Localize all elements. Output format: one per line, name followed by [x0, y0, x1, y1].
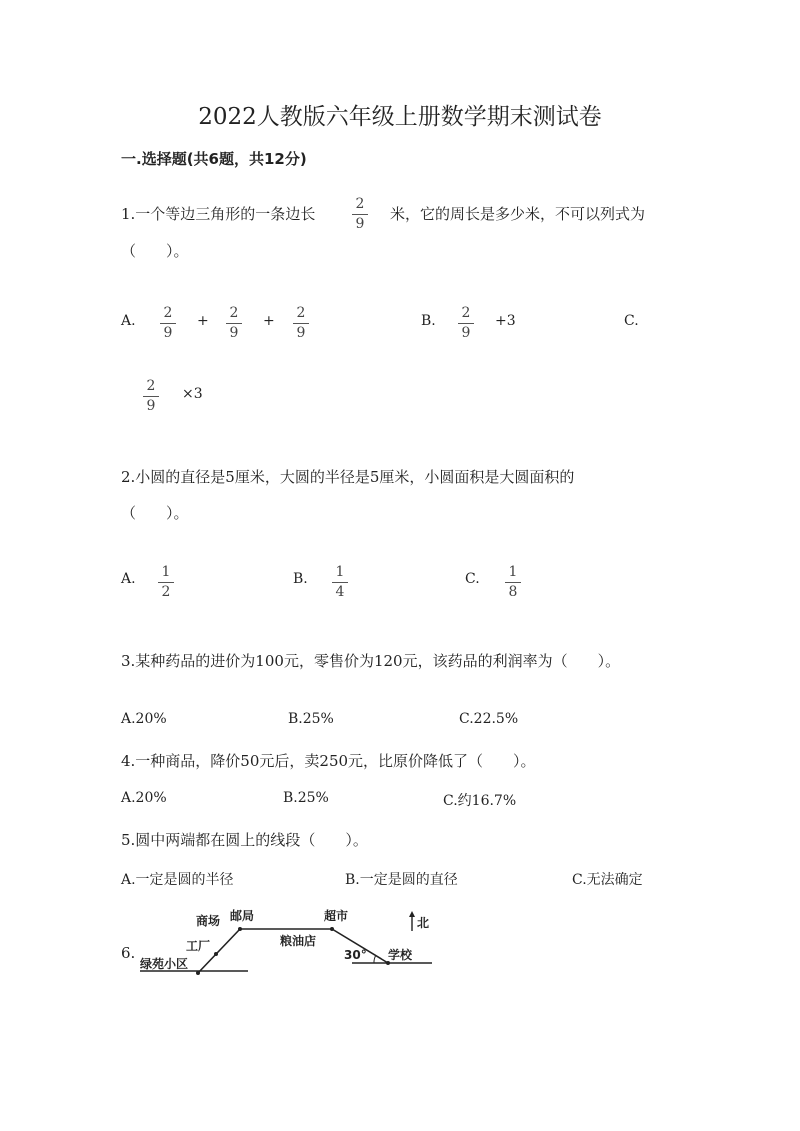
fraction-denominator: 2 [161, 584, 171, 600]
q2-option-a-fraction [156, 564, 176, 601]
q5-option-a[interactable]: A.一定是圆的半径 [121, 872, 234, 888]
fraction-numerator: 2 [146, 378, 156, 394]
fraction-numerator: 2 [355, 196, 365, 212]
q3-stem: 3.某种药品的进价为100元，零售价为120元，该药品的利润率为（ ）。 [121, 652, 621, 670]
fraction-denominator: 9 [229, 325, 239, 341]
label-supermarket: 超市 [324, 909, 349, 923]
page-title: 2022人教版六年级上册数学期末测试卷 [198, 104, 602, 130]
route-map-diagram [130, 905, 440, 985]
q4-option-a[interactable]: A.20% [121, 790, 167, 806]
q1-option-c-fraction [141, 378, 161, 415]
q1-stem-part1: 1.一个等边三角形的一条边长 [121, 205, 316, 223]
section-heading: 一.选择题(共6题，共12分) [121, 150, 307, 168]
q1-stem-part2: 米，它的周长是多少米，不可以列式为 [390, 205, 646, 223]
q5-stem: 5.圆中两端都在圆上的线段（ ）。 [121, 831, 368, 849]
q1-option-b-label[interactable]: B. [421, 313, 436, 329]
q2-option-a-label[interactable]: A. [121, 571, 136, 587]
q4-stem: 4.一种商品，降价50元后，卖250元，比原价降低了（ ）。 [121, 752, 536, 770]
fraction-numerator: 2 [163, 305, 173, 321]
q1-option-a-label[interactable]: A. [121, 313, 136, 329]
fraction-numerator: 1 [335, 564, 345, 580]
plus-sign: + [197, 313, 209, 329]
q2-blank: （ ）。 [121, 504, 189, 522]
fraction-numerator: 1 [161, 564, 171, 580]
label-community: 绿苑小区 [140, 957, 189, 971]
q4-option-b[interactable]: B.25% [283, 790, 329, 806]
label-mall: 商场 [196, 914, 221, 928]
q1-stem-fraction [350, 196, 370, 233]
q5-option-b[interactable]: B.一定是圆的直径 [345, 872, 458, 888]
label-angle: 30° [344, 948, 367, 962]
fraction-denominator: 8 [508, 584, 518, 600]
plus-sign: + [263, 313, 275, 329]
fraction-denominator: 9 [296, 325, 306, 341]
fraction-denominator: 9 [461, 325, 471, 341]
fraction-numerator: 2 [229, 305, 239, 321]
q3-option-b[interactable]: B.25% [288, 711, 334, 727]
q1-option-c-label[interactable]: C. [624, 313, 639, 329]
q2-option-c-label[interactable]: C. [465, 571, 480, 587]
fraction-numerator: 2 [296, 305, 306, 321]
label-school: 学校 [388, 948, 413, 962]
q1-option-c-tail: ×3 [182, 386, 203, 402]
label-post-office: 邮局 [230, 909, 255, 923]
q2-option-c-fraction [503, 564, 523, 601]
fraction-numerator: 1 [508, 564, 518, 580]
q1-option-b-fraction [456, 305, 476, 342]
q2-option-b-label[interactable]: B. [293, 571, 308, 587]
label-factory: 工厂 [186, 939, 211, 953]
q1-option-b-tail: +3 [495, 313, 516, 329]
q3-option-a[interactable]: A.20% [121, 711, 167, 727]
fraction-denominator: 9 [146, 398, 156, 414]
q3-option-c[interactable]: C.22.5% [459, 711, 519, 727]
q4-option-c[interactable]: C.约16.7% [443, 793, 517, 809]
q2-stem: 2.小圆的直径是5厘米，大圆的半径是5厘米，小圆面积是大圆面积的 [121, 468, 575, 486]
q1-blank: （ ）。 [121, 242, 189, 260]
q1-option-a-fraction-1 [158, 305, 178, 342]
fraction-denominator: 9 [355, 216, 365, 232]
q1-option-a-fraction-3 [291, 305, 311, 342]
q5-option-c[interactable]: C.无法确定 [572, 872, 643, 888]
q6-number: 6. [121, 944, 136, 962]
q2-option-b-fraction [330, 564, 350, 601]
label-grain-shop: 粮油店 [280, 934, 317, 948]
fraction-denominator: 9 [163, 325, 173, 341]
fraction-denominator: 4 [335, 584, 345, 600]
fraction-numerator: 2 [461, 305, 471, 321]
label-north: 北 [417, 916, 430, 930]
q1-option-a-fraction-2 [224, 305, 244, 342]
